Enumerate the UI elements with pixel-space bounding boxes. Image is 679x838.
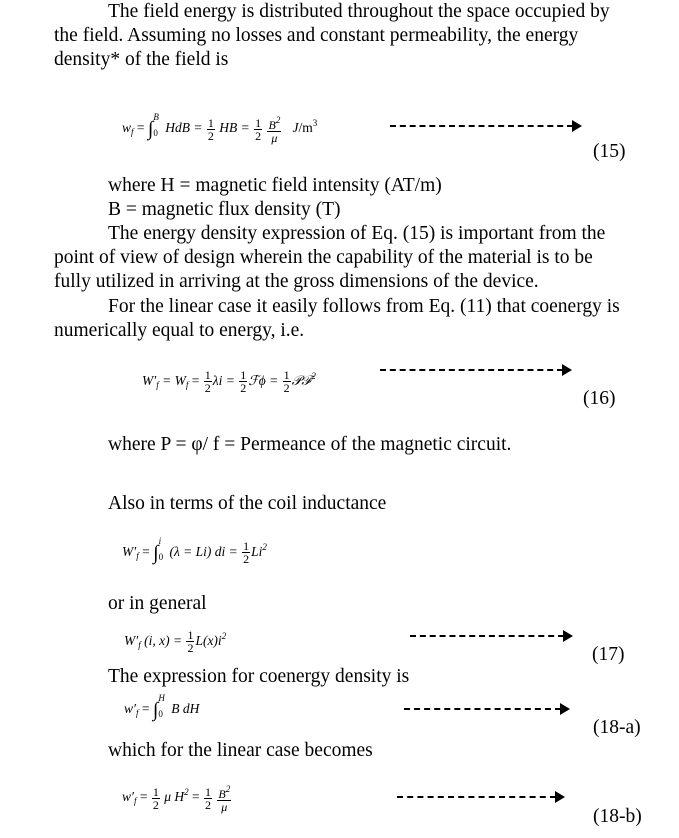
- arrow-eq15: [390, 120, 582, 132]
- equation-number-18a: (18-a): [593, 717, 641, 738]
- equation-18a: $w'_f$ = ∫ H 0 B dH: [124, 692, 200, 721]
- equation-coil: $W'_f$ = ∫ i 0 (λ = Li) di = $\frac{1}{2}$ Li$^2$: [122, 535, 267, 567]
- paragraph-line: the field. Assuming no losses and constant permeability, the energy: [54, 25, 579, 46]
- paragraph-line: density* of the field is: [54, 49, 229, 70]
- paragraph-line: The field energy is distributed throughout the space occupied by: [108, 1, 610, 22]
- equation-number-17: (17): [592, 644, 625, 665]
- paragraph-line: fully utilized in arriving at the gross dimensions of the device.: [54, 271, 539, 292]
- arrow-eq18b: [397, 791, 565, 803]
- equation-number-18b: (18-b): [593, 806, 642, 827]
- coenergy-density-line: The expression for coenergy density is: [108, 666, 410, 687]
- paragraph-line: point of view of design wherein the capability of the material is to be: [54, 247, 593, 268]
- coil-line: Also in terms of the coil inductance: [108, 493, 387, 514]
- paragraph-line: numerically equal to energy, i.e.: [54, 320, 305, 341]
- arrow-eq18a: [404, 703, 570, 715]
- equation-number-16: (16): [583, 388, 616, 409]
- equation-18b: $w'_f$ = $\frac{1}{2}$ μ $H^2$ = $\frac{1}{2}$ $\frac{B^2}{\mu}$: [122, 784, 231, 814]
- arrow-eq16: [380, 364, 572, 376]
- equation-15: $w_f$ = ∫ B 0 HdB = $\frac{1}{2}$ HB = $\frac{1}{2}$ $\frac{B^2}{\mu}$ $J/m^3$: [122, 112, 318, 145]
- where-b-line: B = magnetic flux density (T): [108, 199, 341, 220]
- general-line: or in general: [108, 593, 207, 614]
- paragraph-line: For the linear case it easily follows from Eq. (11) that coenergy is: [108, 296, 620, 317]
- where-p-line: where P = φ/ f = Permeance of the magnetic circuit.: [108, 434, 512, 455]
- equation-17: $W'_f$ (i, x) = $\frac{1}{2}$ $L(x)i^2$: [124, 628, 227, 656]
- equation-16: $W'_f = W_f$ = $\frac{1}{2}$ λi = $\frac{1}{2}$ ℱϕ = $\frac{1}{2}$ 𝒫ℱ$^2$: [142, 368, 316, 396]
- paragraph-line: The energy density expression of Eq. (15) is important from the: [108, 223, 606, 244]
- arrow-eq17: [410, 630, 573, 642]
- equation-number-15: (15): [593, 141, 626, 162]
- where-h-line: where H = magnetic field intensity (AT/m): [108, 175, 442, 196]
- linear-case-line: which for the linear case becomes: [108, 740, 373, 761]
